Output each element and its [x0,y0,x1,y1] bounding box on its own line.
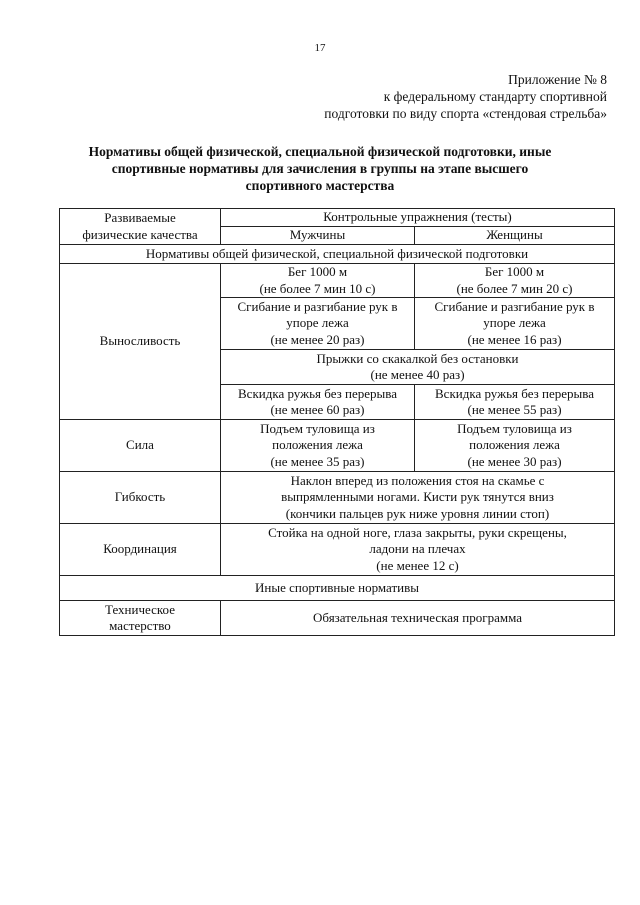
norms-table [59,208,615,636]
table-row [60,601,615,636]
table-row [60,472,615,524]
cell-line: (не менее 16 раз) [467,331,562,347]
cell-line: Бег 1000 м [484,264,545,279]
cell-line: Прыжки со скакалкой без остановки [316,350,519,366]
run-men [221,264,415,298]
title-line: спортивные нормативы для зачисления в группы на этапе высшего [111,161,529,176]
cell-line: (не менее 55 раз) [467,402,562,417]
technical-program: Обязательная техническая программа [221,601,615,636]
quality-flexibility: Гибкость [60,472,221,524]
quality-coordination: Координация [60,524,221,576]
cell-line: (не более 7 мин 20 с) [456,280,573,296]
cell-line: Вскидка ружья без перерыва [238,385,397,401]
annex-header [324,71,607,122]
pushup-men [221,298,415,350]
cell-line: Наклон вперед из положения стоя на скамье с [290,472,545,488]
table-row [60,264,615,298]
annex-line: к федеральному стандарту спортивной [383,89,607,104]
cell-line: выпрямленными ногами. Кисти рук тянутся вниз [281,489,554,505]
annex-line: Приложение № 8 [508,72,607,87]
cell-line: (не менее 20 раз) [270,331,365,347]
cell-line: упоре лежа [483,315,546,331]
section-row [60,576,615,601]
cell-line: (не менее 35 раз) [270,453,365,469]
cell-line: (не менее 30 раз) [467,453,562,469]
header-women: Женщины [415,227,615,245]
title-line: спортивного мастерства [245,178,395,193]
bend-forward [221,472,615,524]
table-header-row [60,209,615,227]
title-line: Нормативы общей физической, специальной физической подготовки, иные [88,144,552,159]
table-row [60,524,615,576]
quality-endurance: Выносливость [60,264,221,420]
quality-strength: Сила [60,420,221,472]
cell-line: (не более 7 мин 10 с) [259,280,376,296]
cell-line: Подъем туловища из [260,420,375,436]
header-men: Мужчины [221,227,415,245]
cell-line: Подъем туловища из [457,420,572,436]
header-tests: Контрольные упражнения (тесты) [221,209,615,227]
section-other: Иные спортивные нормативы [60,576,615,601]
cell-line: (не менее 60 раз) [270,402,365,417]
header-quality-line: физические качества [82,226,198,242]
cell-line: (кончики пальцев рук ниже уровня линии стоп) [285,505,550,521]
cell-line: (не менее 40 раз) [370,367,465,382]
quality-technical [60,601,221,636]
one-leg-stand [221,524,615,576]
situp-men [221,420,415,472]
cell-line: Сгибание и разгибание рук в [237,298,398,314]
cell-line: Техническое [105,601,175,617]
section-row [60,245,615,264]
cell-line: положения лежа [272,437,363,453]
cell-line: Вскидка ружья без перерыва [435,385,594,401]
annex-line: подготовки по виду спорта «стендовая стрельба» [324,106,607,121]
page-number: 17 [314,42,326,54]
rifle-men [221,385,415,420]
section-general: Нормативы общей физической, специальной физической подготовки [60,245,615,264]
jump-rope [221,350,615,385]
pushup-women [415,298,615,350]
header-quality [60,209,221,245]
run-women [415,264,615,298]
rifle-women [415,385,615,420]
situp-women [415,420,615,472]
header-quality-line: Развиваемые [104,210,176,225]
cell-line: ладони на плечах [369,541,466,557]
cell-line: мастерство [109,618,171,633]
cell-line: Сгибание и разгибание рук в [434,298,595,314]
cell-line: Бег 1000 м [287,264,348,279]
document-title [60,143,580,194]
cell-line: Стойка на одной ноге, глаза закрыты, руки скрещены, [268,524,567,540]
table-row [60,420,615,472]
cell-line: положения лежа [469,437,560,453]
cell-line: (не менее 12 с) [376,557,459,573]
cell-line: упоре лежа [286,315,349,331]
